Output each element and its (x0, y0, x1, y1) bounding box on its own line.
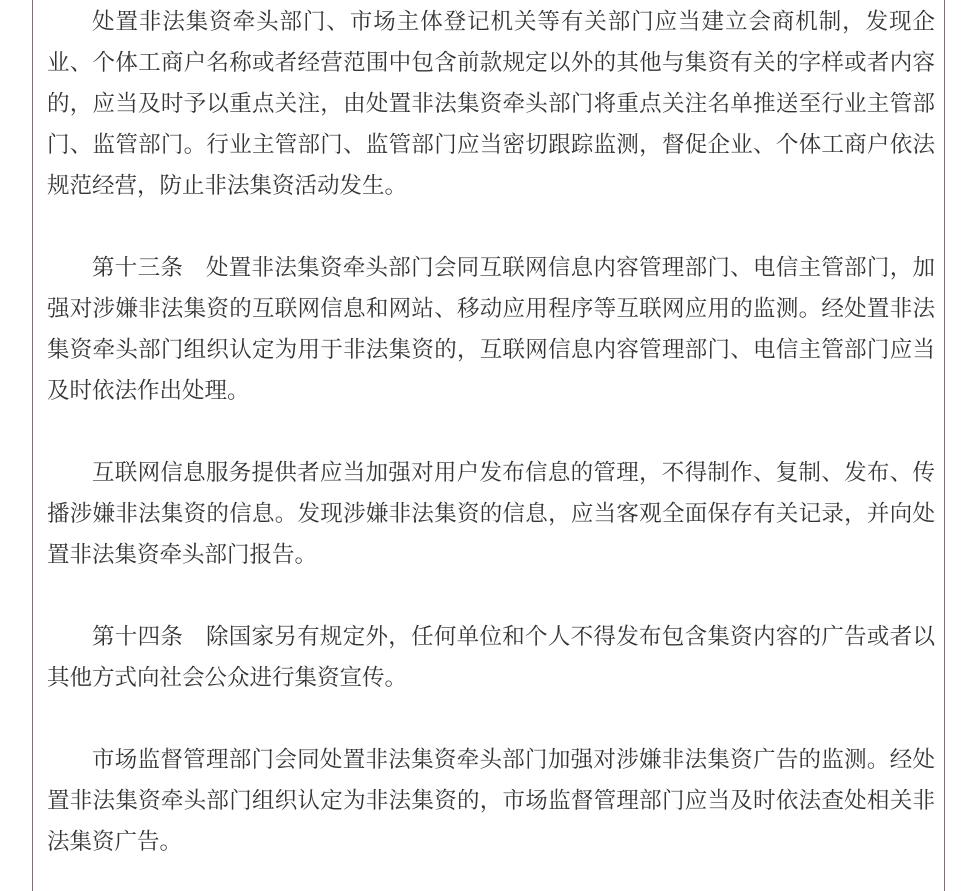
paragraph-1: 处置非法集资牵头部门、市场主体登记机关等有关部门应当建立会商机制，发现企业、个体工商户名称或者经营范围中包含前款规定以外的其他与集资有关的字样或者内容的，应当及时予以重点关注，由处置非法集资牵头部门将重点关注名单推送至行业主管部门、监管部门。行业主管部门、监管部门应当密切跟踪监测，督促企业、个体工商户依法规范经营，防止非法集资活动发生。 (47, 9, 935, 199)
paragraph-4: 第十四条 除国家另有规定外，任何单位和个人不得发布包含集资内容的广告或者以其他方式向社会公众进行集资宣传。 (47, 624, 935, 691)
paragraph-5: 市场监督管理部门会同处置非法集资牵头部门加强对涉嫌非法集资广告的监测。经处置非法集资牵头部门组织认定为非法集资的，市场监督管理部门应当及时依法查处相关非法集资广告。 (47, 747, 935, 855)
document-body (47, 2, 935, 863)
paragraph-2: 第十三条 处置非法集资牵头部门会同互联网信息内容管理部门、电信主管部门，加强对涉嫌非法集资的互联网信息和网站、移动应用程序等互联网应用的监测。经处置非法集资牵头部门组织认定为用于非法集资的，互联网信息内容管理部门、电信主管部门应当及时依法作出处理。 (47, 255, 935, 404)
paragraph-3: 互联网信息服务提供者应当加强对用户发布信息的管理，不得制作、复制、发布、传播涉嫌非法集资的信息。发现涉嫌非法集资的信息，应当客观全面保存有关记录，并向处置非法集资牵头部门报告。 (47, 460, 935, 568)
